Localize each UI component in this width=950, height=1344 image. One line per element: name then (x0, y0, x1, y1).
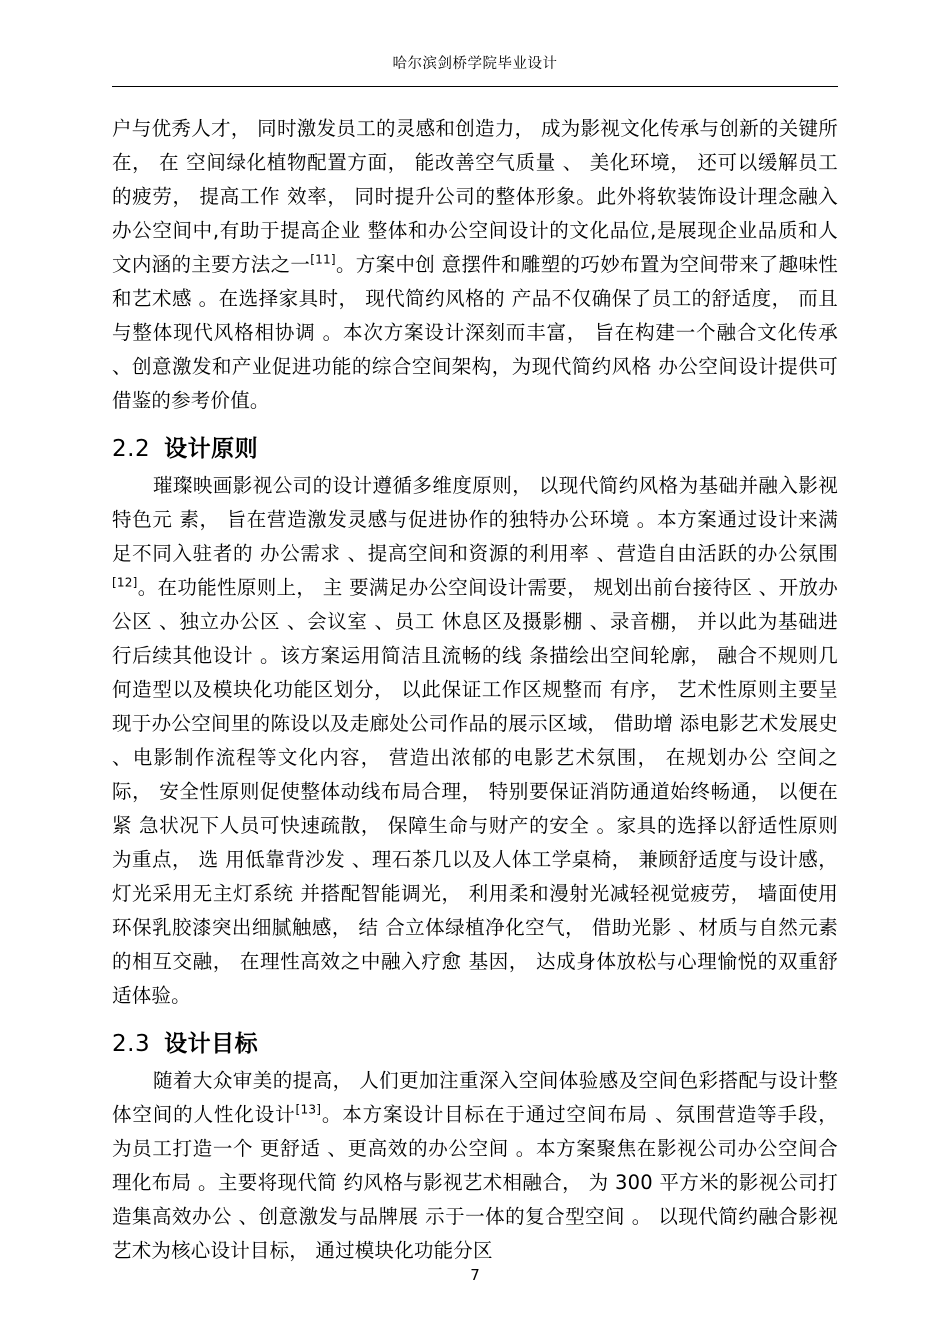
header-divider (112, 86, 838, 87)
heading-2-2-number: 2.2 (112, 436, 151, 462)
heading-2-3-title: 设计目标 (164, 1031, 259, 1057)
heading-section-2-3 (112, 1025, 838, 1058)
page-content (112, 112, 838, 1268)
paragraph-continuation (112, 112, 838, 418)
heading-section-2-2 (112, 430, 838, 463)
heading-2-2-title: 设计原则 (164, 436, 259, 462)
paragraph-section-2-3 (112, 1064, 838, 1268)
citation-ref-12: [12] (112, 575, 138, 590)
page-number: 7 (470, 1266, 480, 1284)
paragraph-continuation-text-2: 。方案中创 意摆件和雕塑的巧妙布置为空间带来了趣味性和艺术感 。在选择家具时， 现代简约风格的 产品不仅确保了员工的舒适度， 而且与整体现代风格相协调 。本次方案设计深刻而丰富， 旨在构建一个融合文化传承 、创意激发和产业促进功能的综合空间架构，为现代简约风格 办公空间设计提供可借鉴的参考价值。 (112, 253, 838, 412)
paragraph-section-2-2 (112, 469, 838, 1013)
paragraph-continuation-text-1: 户与优秀人才， 同时激发员工的灵感和创造力， 成为影视文化传承与创新的关键所在， 在 空间绿化植物配置方面， 能改善空气质量 、 美化环境， 还可以缓解员工的疲劳， 提高工作 效率， 同时提升公司的整体形象。此外将软装饰设计理念融入办公空间中,有助于提高企业 整体和办公空间设计的文化品位,是展现企业品质和人文内涵的主要方法之一 (112, 117, 838, 276)
paragraph-2-2-text-1: 璀璨映画影视公司的设计遵循多维度原则， 以现代简约风格为基础并融入影视特色元 素， 旨在营造激发灵感与促进协作的独特办公环境 。本方案通过设计来满足不同入驻者的 办公需求 、提高空间和资源的利用率 、营造自由活跃的办公氛围 (112, 474, 838, 565)
page-header: 哈尔滨剑桥学院毕业设计 (392, 56, 558, 72)
citation-ref-13: [13] (295, 1102, 322, 1117)
heading-2-3-number: 2.3 (112, 1031, 151, 1057)
paragraph-2-3-text-2: 。本方案设计目标在于通过空间布局 、氛围营造等手段， 为员工打造一个 更舒适 、更高效的办公空间 。本方案聚焦在影视公司办公空间合理化布局 。主要将现代简 约风格与影视艺术相融合， 为 300 平方米的影视公司打造集高效办公 、创意激发与品牌展 示于一体的复合型空间 。 以现代简约融合影视艺术为核心设计目标， 通过模块化功能分区 (112, 1103, 838, 1262)
paragraph-2-3-text-1: 随着大众审美的提高， 人们更加注重深入空间体验感及空间色彩搭配与设计整体空间的人性化设计 (112, 1069, 838, 1126)
citation-ref-11: [11] (310, 252, 336, 267)
paragraph-2-2-text-2: 。在功能性原则上， 主 要满足办公空间设计需要， 规划出前台接待区 、开放办公区 、独立办公区 、会议室 、员工 休息区及摄影棚 、录音棚， 并以此为基础进行后续其他设计 。该方案运用简洁且流畅的线 条描绘出空间轮廓， 融合不规则几何造型以及模块化功能区划分， 以此保证工作区规整而 有序， 艺术性原则主要呈现于办公空间里的陈设以及走廊处公司作品的展示区域， 借助增 添电影艺术发展史 、电影制作流程等文化内容， 营造出浓郁的电影艺术氛围， 在规划办公 空间之际， 安全性原则促使整体动线布局合理， 特别要保证消防通道始终畅通， 以便在紧 急状况下人员可快速疏散， 保障生命与财产的安全 。家具的选择以舒适性原则为重点， 选 用低靠背沙发 、理石茶几以及人体工学桌椅， 兼顾舒适度与设计感， 灯光采用无主灯系统 并搭配智能调光， 利用柔和漫射光减轻视觉疲劳， 墙面使用环保乳胶漆突出细腻触感， 结 合立体绿植净化空气， 借助光影 、材质与自然元素的相互交融， 在理性高效之中融入疗愈 基因， 达成身体放松与心理愉悦的双重舒适体验。 (112, 576, 838, 1007)
